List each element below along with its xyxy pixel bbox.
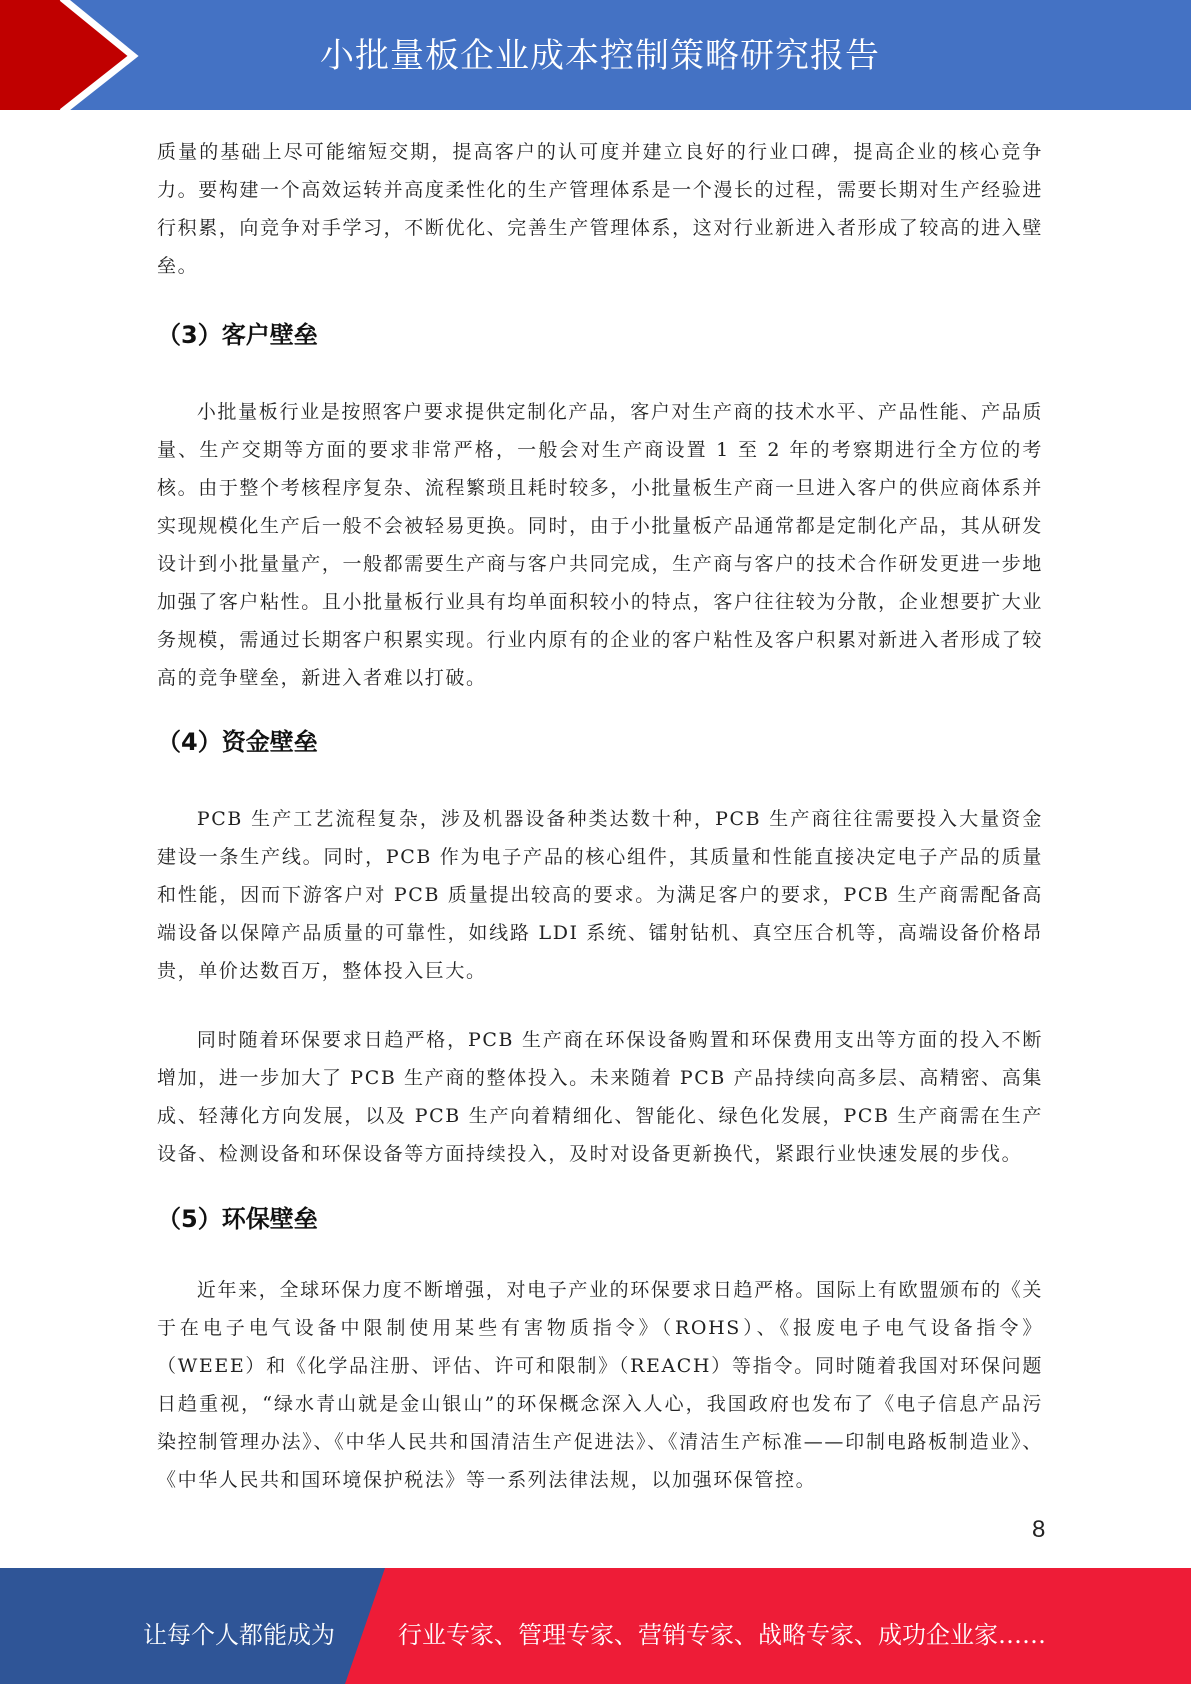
paragraph-continued bbox=[157, 133, 1043, 285]
section-heading-5 bbox=[157, 1199, 1043, 1234]
footer-slogan-left: 让每个人都能成为 bbox=[143, 1621, 335, 1649]
heading: （3）客户壁垒 bbox=[157, 321, 318, 349]
paragraph: PCB 生产工艺流程复杂，涉及机器设备种类达数十种，PCB 生产商往往需要投入大量资金建设一条生产线。同时，PCB 作为电子产品的核心组件，其质量和性能直接决定电子产品的质量和性能，因而下游客户对 PCB 质量提出较高的要求。为满足客户的要求，PCB 生产商需配备高端设备以保障产品质量的可靠性，如线路 LDI 系统、镭射钻机、真空压合机等，高端设备价格昂贵，单价达数百万，整体投入巨大。 bbox=[157, 808, 1043, 982]
paragraph-capital-barrier-2 bbox=[157, 1021, 1043, 1173]
page-header bbox=[0, 0, 1191, 110]
heading: （5）环保壁垒 bbox=[157, 1205, 318, 1233]
section-heading-3 bbox=[157, 315, 1043, 350]
paragraph: 质量的基础上尽可能缩短交期，提高客户的认可度并建立良好的行业口碑，提高企业的核心竞争力。要构建一个高效运转并高度柔性化的生产管理体系是一个漫长的过程，需要长期对生产经验进行积累，向竞争对手学习，不断优化、完善生产管理体系，这对行业新进入者形成了较高的进入壁垒。 bbox=[157, 141, 1043, 277]
chevron-logo-icon bbox=[0, 0, 160, 110]
heading: （4）资金壁垒 bbox=[157, 728, 318, 756]
footer-slogan-right: 行业专家、管理专家、营销专家、战略专家、成功企业家…… bbox=[398, 1621, 1046, 1649]
paragraph: 近年来，全球环保力度不断增强，对电子产业的环保要求日趋严格。国际上有欧盟颁布的《关于在电子电气设备中限制使用某些有害物质指令》（ROHS）、《报废电子电气设备指令》（WEEE）和《化学品注册、评估、许可和限制》（REACH）等指令。同时随着我国对环保问题日趋重视，“绿水青山就是金山银山”的环保概念深入人心，我国政府也发布了《电子信息产品污染控制管理办法》、《中华人民共和国清洁生产促进法》、《清洁生产标准——印制电路板制造业》、《中华人民共和国环境保护税法》等一系列法律法规，以加强环保管控。 bbox=[157, 1279, 1043, 1491]
paragraph-customer-barrier bbox=[157, 393, 1043, 697]
paragraph: 小批量板行业是按照客户要求提供定制化产品，客户对生产商的技术水平、产品性能、产品质量、生产交期等方面的要求非常严格，一般会对生产商设置 1 至 2 年的考察期进行全方位的考核。由于整个考核程序复杂、流程繁琐且耗时较多，小批量板生产商一旦进入客户的供应商体系并实现规模化生产后一般不会被轻易更换。同时，由于小批量板产品通常都是定制化产品，其从研发设计到小批量量产，一般都需要生产商与客户共同完成，生产商与客户的技术合作研发更进一步地加强了客户粘性。且小批量板行业具有均单面积较小的特点，客户往往较为分散，企业想要扩大业务规模，需通过长期客户积累实现。行业内原有的企业的客户粘性及客户积累对新进入者形成了较高的竞争壁垒，新进入者难以打破。 bbox=[157, 401, 1043, 689]
paragraph-capital-barrier-1 bbox=[157, 800, 1043, 990]
paragraph-environmental-barrier bbox=[157, 1271, 1043, 1499]
section-heading-4 bbox=[157, 722, 1043, 757]
document-title: 小批量板企业成本控制策略研究报告 bbox=[320, 36, 880, 76]
paragraph: 同时随着环保要求日趋严格，PCB 生产商在环保设备购置和环保费用支出等方面的投入不断增加，进一步加大了 PCB 生产商的整体投入。未来随着 PCB 产品持续向高多层、高精密、高集成、轻薄化方向发展，以及 PCB 生产向着精细化、智能化、绿色化发展，PCB 生产商需在生产设备、检测设备和环保设备等方面持续投入，及时对设备更新换代，紧跟行业快速发展的步伐。 bbox=[157, 1029, 1043, 1165]
page-number: 8 bbox=[1032, 1516, 1046, 1543]
